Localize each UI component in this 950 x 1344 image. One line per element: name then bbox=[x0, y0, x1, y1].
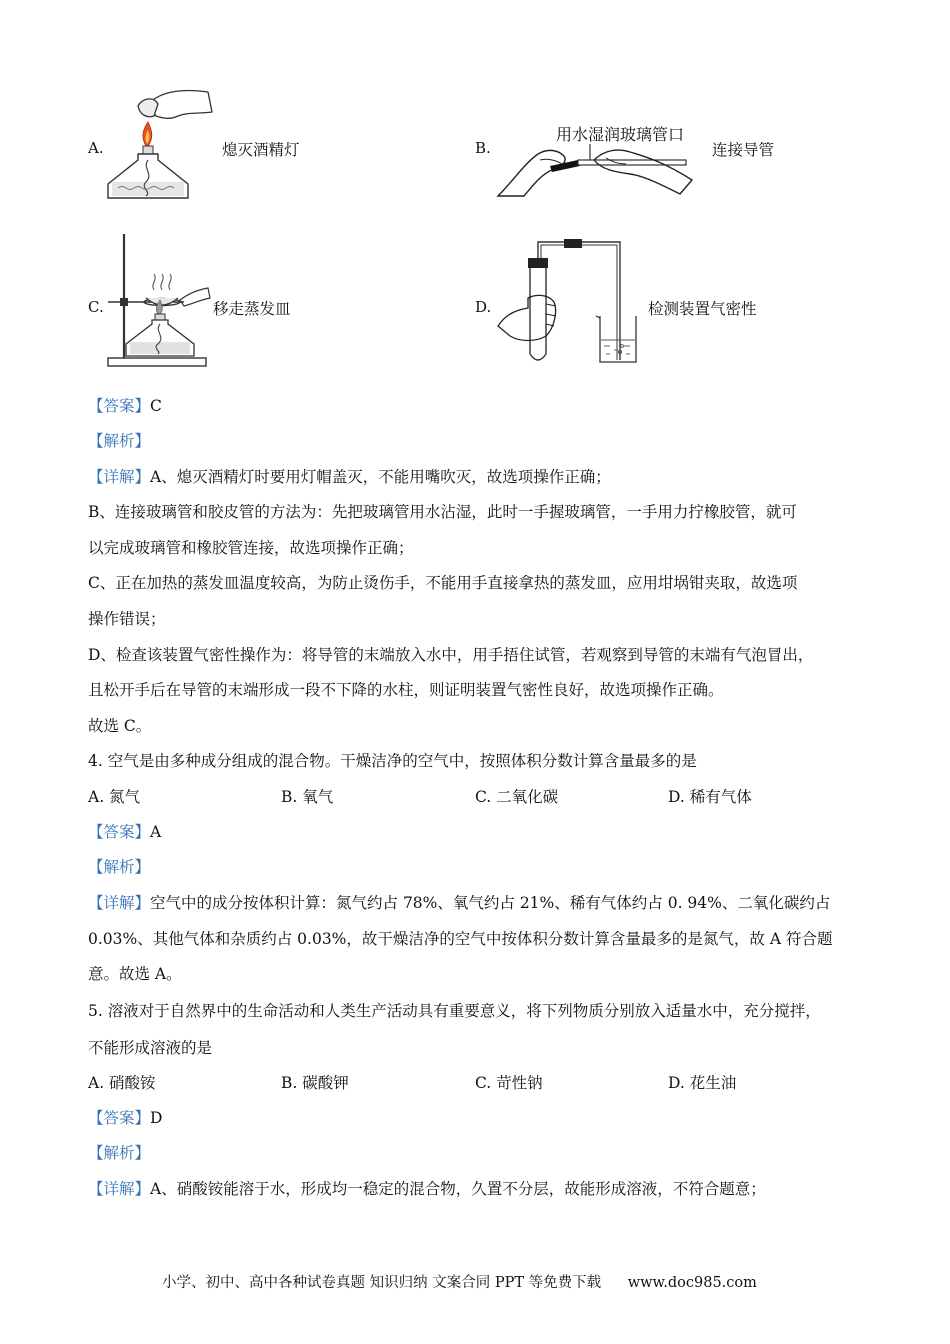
option-c-caption: 移走蒸发皿 bbox=[213, 300, 291, 318]
tube-connection-figure bbox=[494, 140, 702, 200]
footer-url[interactable]: www.doc985.com bbox=[627, 1275, 757, 1291]
option-d-letter: D. bbox=[475, 298, 492, 316]
q5-option-b: B. 碳酸钾 bbox=[281, 1074, 349, 1092]
q3-detail-line-6: D、检查该装置气密性操作为：将导管的末端放入水中，用手捂住试管，若观察到导管的末端有气泡冒出， bbox=[88, 646, 814, 664]
q4-option-b: B. 氧气 bbox=[281, 788, 334, 806]
q3-detail-text: A、熄灭酒精灯时要用灯帽盖灭，不能用嘴吹灭，故选项操作正确； bbox=[150, 468, 611, 486]
q3-detail-line-1 bbox=[88, 467, 611, 487]
option-c-letter: C. bbox=[88, 298, 104, 316]
q5-stem-line-1: 5. 溶液对于自然界中的生命活动和人类生产活动具有重要意义，将下列物质分别放入适量水中，充分搅拌， bbox=[88, 1002, 821, 1020]
q4-option-c: C. 二氧化碳 bbox=[475, 788, 559, 806]
q5-option-d: D. 花生油 bbox=[668, 1074, 737, 1092]
option-a-caption: 熄灭酒精灯 bbox=[222, 141, 300, 159]
detail-tag: 【详解】 bbox=[88, 894, 151, 912]
q3-detail-line-4: C、正在加热的蒸发皿温度较高，为防止烫伤手，不能用手直接拿热的蒸发皿，应用坩埚钳夹取，故选项 bbox=[88, 574, 798, 592]
q3-conclusion: 故选 C。 bbox=[88, 717, 152, 735]
alcohol-lamp-cap-figure bbox=[108, 82, 218, 204]
q5-stem-line-2: 不能形成溶液的是 bbox=[88, 1039, 213, 1057]
detail-tag: 【详解】 bbox=[88, 468, 151, 486]
q5-answer: D bbox=[150, 1109, 163, 1127]
q4-stem: 4. 空气是由多种成分组成的混合物。干燥洁净的空气中，按照体积分数计算含量最多的是 bbox=[88, 752, 697, 770]
detail-tag: 【详解】 bbox=[88, 1180, 151, 1198]
footer-text: 小学、初中、高中各种试卷真题 知识归纳 文案合同 PPT 等免费下载 bbox=[162, 1275, 602, 1291]
figure-b-label: 用水湿润玻璃管口 bbox=[556, 125, 685, 144]
q3-detail-line-7: 且松开手后在导管的末端形成一段不下降的水柱，则证明装置气密性良好，故选项操作正确。 bbox=[88, 681, 724, 699]
option-d-caption: 检测装置气密性 bbox=[648, 300, 757, 318]
answer-tag: 【答案】 bbox=[88, 823, 151, 841]
air-tightness-figure bbox=[496, 232, 644, 368]
q3-detail-line-2: B、连接玻璃管和胶皮管的方法为：先把玻璃管用水沾湿，此时一手握玻璃管，一手用力拧橡胶管，就可 bbox=[88, 503, 797, 521]
q3-analysis-tag: 【解析】 bbox=[88, 432, 151, 450]
q5-detail-text: A、硝酸铵能溶于水，形成均一稳定的混合物，久置不分层，故能形成溶液，不符合题意； bbox=[150, 1180, 766, 1198]
q4-option-a: A. 氮气 bbox=[88, 788, 141, 806]
q4-answer: A bbox=[150, 823, 162, 841]
q4-answer-line bbox=[88, 822, 161, 842]
q5-option-a: A. 硝酸铵 bbox=[88, 1074, 156, 1092]
q4-option-d: D. 稀有气体 bbox=[668, 788, 752, 806]
q4-detail-line-2: 0.03%、其他气体和杂质约占 0.03%，故干燥洁净的空气中按体积分数计算含量最多的是氮气，故 A 符合题 bbox=[88, 930, 833, 948]
q5-detail-line-1 bbox=[88, 1179, 766, 1199]
q5-option-c: C. 苛性钠 bbox=[475, 1074, 543, 1092]
q3-answer: C bbox=[150, 397, 162, 415]
option-b-letter: B. bbox=[475, 139, 491, 157]
q5-analysis-tag: 【解析】 bbox=[88, 1144, 151, 1162]
evaporating-dish-figure bbox=[104, 232, 212, 368]
q3-detail-line-5: 操作错误； bbox=[88, 610, 166, 628]
q4-detail-line-1 bbox=[88, 893, 830, 913]
q4-analysis-tag: 【解析】 bbox=[88, 858, 151, 876]
q4-detail-text: 空气中的成分按体积计算：氮气约占 78%、氧气约占 21%、稀有气体约占 0. 94%、二氧化碳约占 bbox=[150, 894, 831, 912]
answer-tag: 【答案】 bbox=[88, 1109, 151, 1127]
option-a-letter: A. bbox=[88, 139, 104, 157]
q5-answer-line bbox=[88, 1108, 162, 1128]
q4-detail-line-3: 意。故选 A。 bbox=[88, 965, 182, 983]
footer bbox=[162, 1271, 757, 1292]
option-b-caption: 连接导管 bbox=[712, 141, 775, 159]
q3-detail-line-3: 以完成玻璃管和橡胶管连接，故选项操作正确； bbox=[88, 539, 414, 557]
q3-answer-line bbox=[88, 396, 162, 416]
answer-tag: 【答案】 bbox=[88, 397, 151, 415]
